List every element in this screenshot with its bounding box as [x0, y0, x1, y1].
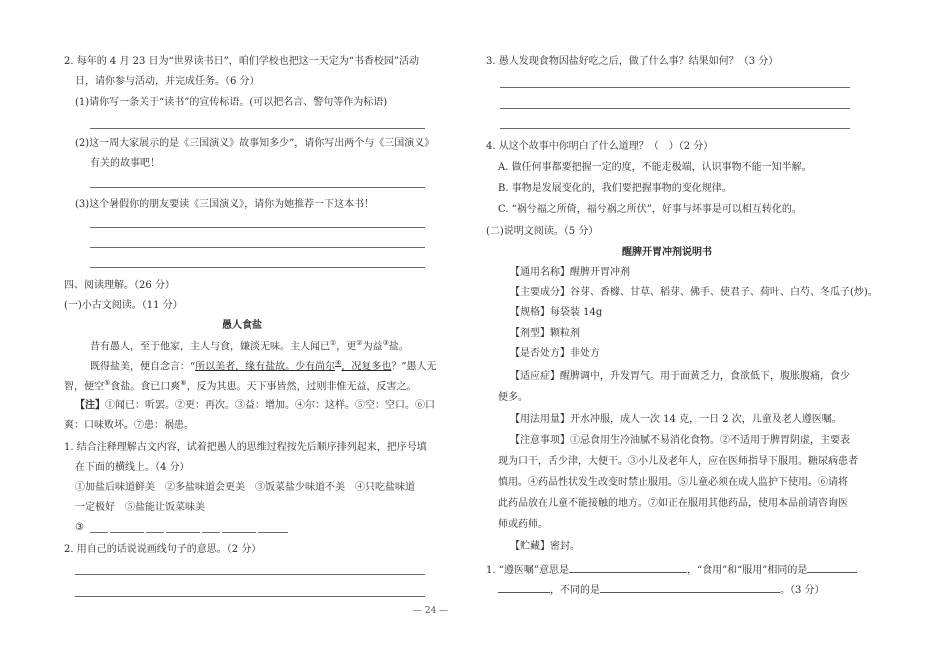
answer-line[interactable]	[90, 227, 425, 228]
q1-options-row1: ①加盐后味道鲜美 ②多盐味道会更美 ③饭菜盐少味道不美 ④只吃盐味道	[75, 482, 415, 493]
poem-title: 愚人食盐	[222, 320, 262, 331]
poem-para2: 既得盐美，便自念言：“所以美者，缘有盐故。少有尚尔④，况复多也？”愚人无	[90, 359, 437, 373]
item-caution-4: 此药品放在儿童不能接触的地方。⑦如正在服用其他药品，使用本品前请咨询医	[498, 498, 848, 509]
item-caution-5: 师或药师。	[498, 519, 548, 530]
sequence-blank[interactable]	[222, 532, 256, 533]
answer-line[interactable]	[75, 574, 425, 575]
q4-option-a[interactable]: A. 做任何事都要把握一定的度，不能走极端，认识事物不能一知半解。	[498, 162, 812, 173]
q2-sub3: (3)这个暑假你的朋友要读《三国演义》，请你为她推荐一下这本书！	[75, 199, 375, 210]
poem-para3: 智，便空⑤食盐。食已口爽⑥，反为其患。天下事皆然，过则非惟无益，反害之。	[64, 379, 417, 393]
q1-sequence: ③	[75, 522, 84, 533]
q2-intro-line1: 2. 每年的 4 月 23 日为“世界读书日”，咱们学校也把这一天定为“书香校园”活动	[64, 56, 419, 67]
blank-meaning[interactable]	[569, 562, 687, 573]
item-caution-2: 现为口干，舌少津，大便干。③小儿及老年人，应在医师指导下服用。糖尿病患者	[498, 456, 858, 467]
notes-line1: 【注】①闻已：听罢。②更：再次。③益：增加。④尔：这样。⑤空：空口。⑥口	[75, 400, 435, 411]
part2-title: (二)说明文阅读。（5 分）	[486, 226, 599, 237]
answer-line[interactable]	[90, 247, 425, 248]
final-q-line2: ，不同的是 。（3 分）	[498, 582, 825, 597]
notes-line2: 爽：口味败坏。⑦患：祸患。	[64, 420, 194, 431]
item-indication: 【适应症】醒脾调中，升发胃气。用于面黄乏力，食欲低下，腹胀腹痛，食少	[510, 371, 850, 382]
q2-sub2-line1: (2)这一周大家展示的是《三国演义》故事知多少”，请你写出两个与《三国演义》	[75, 138, 435, 149]
part1-title: (一)小古文阅读。（11 分）	[64, 300, 183, 311]
doc-title: 醒脾开胃冲剂说明书	[622, 247, 712, 258]
item-prescription: 【是否处方】非处方	[510, 348, 600, 359]
item-form: 【剂型】颗粒剂	[510, 328, 580, 339]
q1-line2: 在下面的横线上。（4 分）	[75, 462, 190, 473]
dash	[90, 532, 108, 533]
item-indication-cont: 便多。	[498, 392, 528, 403]
item-general-name: 【通用名称】醒脾开胃冲剂	[510, 267, 630, 278]
q3-text: 3. 愚人发现食物因盐好吃之后，做了什么事？结果如何？（3 分）	[486, 56, 779, 67]
q4-option-b[interactable]: B. 事物是发展变化的，我们要把握事物的变化规律。	[498, 183, 732, 194]
answer-line[interactable]	[90, 187, 425, 188]
q4-option-c[interactable]: C. “祸兮福之所倚，福兮祸之所伏”，好事与坏事是可以相互转化的。	[498, 204, 802, 215]
sequence-blank[interactable]	[110, 532, 144, 533]
section4-title: 四、阅读理解。（26 分）	[64, 280, 175, 291]
q2-sub2-line2: 有关的故事吧！	[90, 158, 160, 169]
sequence-blank[interactable]	[166, 532, 200, 533]
dash	[202, 532, 220, 533]
poem-para1: 昔有愚人，至于他家，主人与食，嫌淡无味。主人闻已①，更②为益③盐。	[90, 339, 409, 353]
item-ingredients: 【主要成分】谷芽、香橼、甘草、稻芽、佛手、使君子、荷叶、白芍、冬瓜子(炒)。	[510, 287, 878, 298]
q4-text: 4. 从这个故事中你明白了什么道理？（ ）（2 分）	[486, 141, 714, 152]
item-caution-1: 【注意事项】①忌食用生冷油腻不易消化食物。②不适用于脾胃阴虚，主要表	[510, 435, 850, 446]
answer-line[interactable]	[90, 267, 425, 268]
item-spec: 【规格】每袋装 14g	[510, 307, 603, 318]
blank-different[interactable]	[600, 582, 780, 593]
item-usage: 【用法用量】开水冲服，成人一次 14 克，一日 2 次，儿童及老人遵医嘱。	[510, 414, 842, 425]
answer-line[interactable]	[500, 87, 850, 88]
blank-same-cont[interactable]	[498, 582, 550, 593]
q1-options-row2: 一定极好 ⑤盐能让饭菜味美	[75, 502, 205, 513]
q2-sub1: (1)请你写一条关于“读书”的宣传标语。(可以把名言、警句等作为标语)	[75, 97, 388, 108]
q2-underline-question: 2. 用自己的话说说画线句子的意思。（2 分）	[64, 544, 262, 555]
final-q-line1: 1. “遵医嘱”意思是 ，“食用”和“服用”相同的是	[486, 562, 857, 577]
q1-line1: 1. 结合注释理解古文内容，试着把愚人的思维过程按先后顺序排列起来，把序号填	[64, 442, 427, 453]
answer-line[interactable]	[500, 108, 850, 109]
answer-line[interactable]	[500, 128, 850, 129]
item-caution-3: 慎用。④药品性状发生改变时禁止服用。⑤儿童必须在成人监护下使用。⑥请将	[498, 477, 848, 488]
page-number: — 24 —	[413, 606, 449, 616]
sequence-blank[interactable]	[258, 532, 288, 533]
dash	[146, 532, 164, 533]
answer-line[interactable]	[90, 128, 425, 129]
item-storage: 【贮藏】密封。	[510, 541, 580, 552]
q2-intro-line2: 日，请你参与活动，并完成任务。（6 分）	[75, 76, 260, 87]
blank-same[interactable]	[807, 562, 857, 573]
underlined-sentence: 所以美者，缘有盐故。少有尚尔	[195, 361, 336, 373]
answer-line[interactable]	[75, 596, 425, 597]
